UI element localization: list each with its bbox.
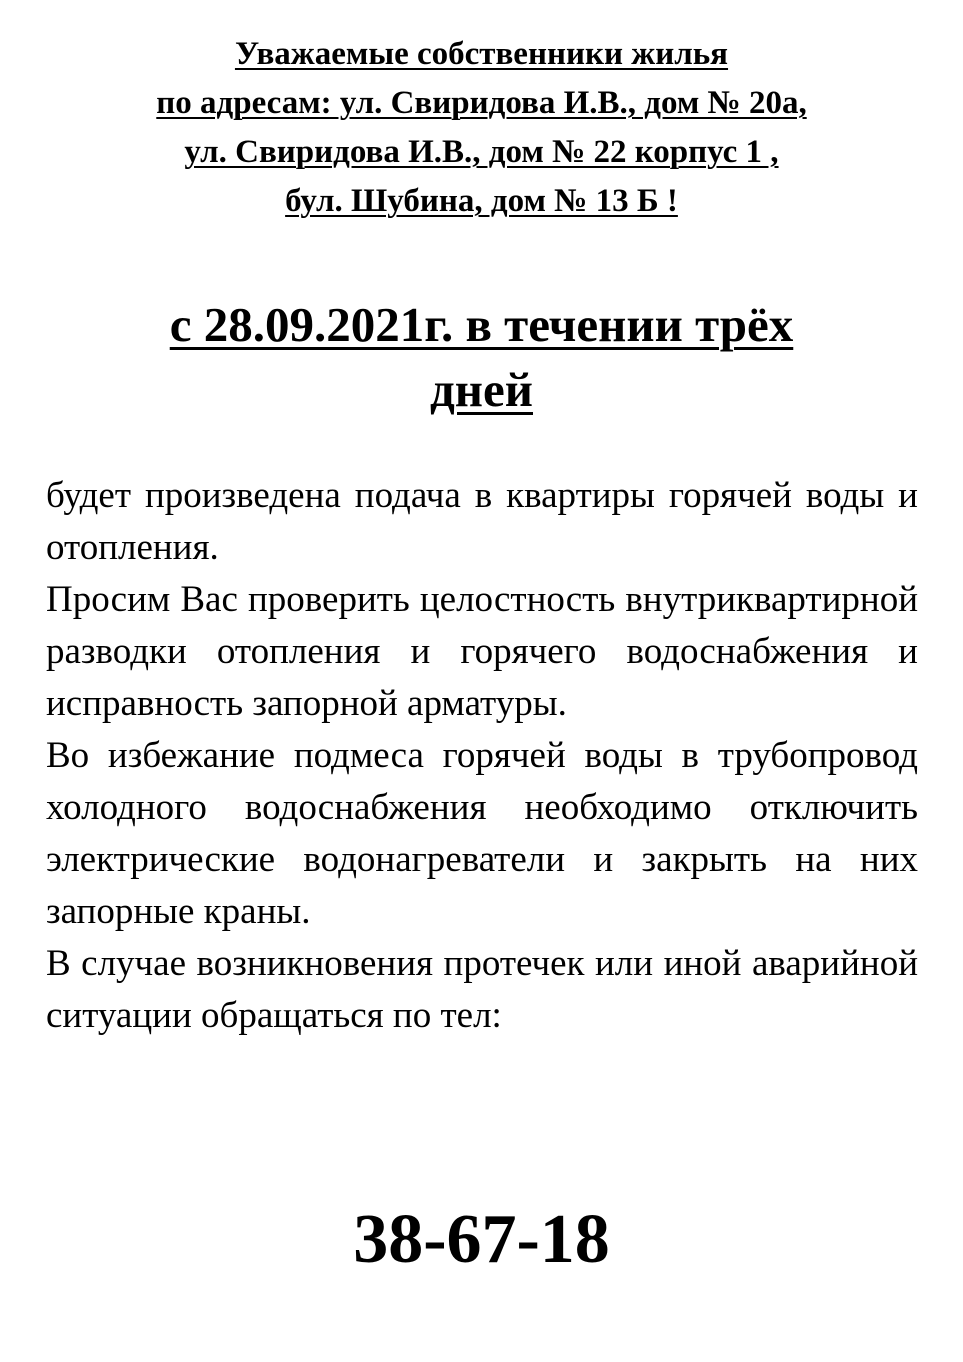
headline-line [0, 357, 963, 422]
paragraph-supply: будет произведена подача в квартиры горячей воды и отопления. [46, 475, 918, 568]
address-line-3: бул. Шубина, дом № 13 Б ! [285, 183, 678, 219]
notice-body [46, 470, 918, 1042]
paragraph-emergency-contact: В случае возникновения протечек или иной аварийной ситуации обращаться по тел: [46, 943, 918, 1036]
addressee-block [0, 30, 963, 226]
headline-duration: дней [429, 362, 533, 417]
headline-date: с 28.09.2021г. в течении трёх [169, 297, 794, 352]
addressee-greeting: Уважаемые собственники жилья [234, 36, 729, 72]
phone-number: 38-67-18 [353, 1201, 610, 1278]
headline-line [0, 292, 963, 357]
addressee-line [0, 177, 963, 226]
paragraph-water-heaters: Во избежание подмеса горячей воды в трубопровод холодного водоснабжения необходимо отключить электрические водонагреватели и закрыть на них запорные краны. [46, 735, 918, 932]
addressee-line [0, 30, 963, 79]
date-headline [0, 292, 963, 422]
paragraph-check-request: Просим Вас проверить целостность внутриквартирной разводки отопления и горячего водоснабжения и исправность запорной арматуры. [46, 579, 918, 724]
addressee-line [0, 79, 963, 128]
address-line-2: ул. Свиридова И.В., дом № 22 корпус 1 , [184, 134, 779, 170]
address-line-1: по адресам: ул. Свиридова И.В., дом № 20а, [156, 85, 807, 121]
addressee-line [0, 128, 963, 177]
